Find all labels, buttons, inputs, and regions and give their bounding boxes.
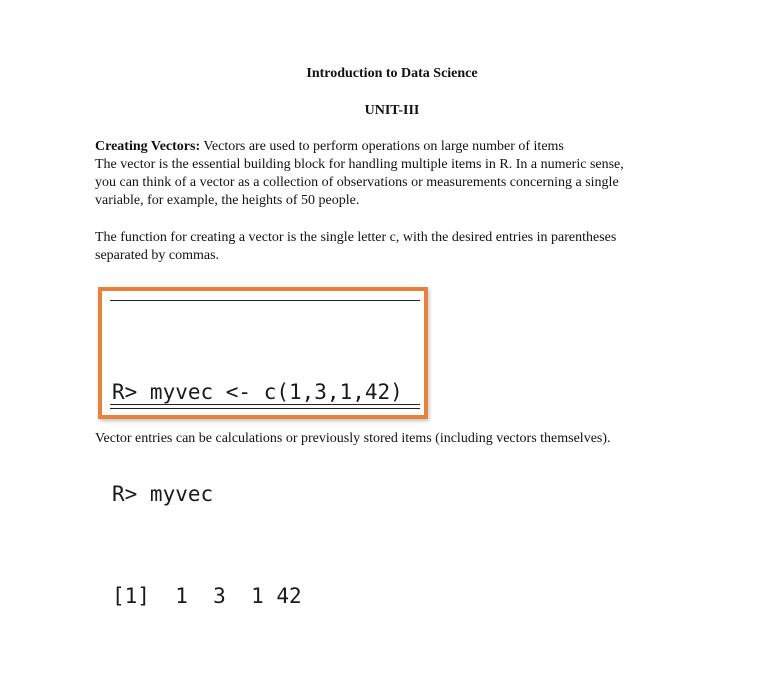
document-title: Introduction to Data Science xyxy=(306,66,478,81)
code-rule-top xyxy=(110,300,420,301)
paragraph-line: The function for creating a vector is the single letter c, with the desired entries in parentheses xyxy=(95,230,617,245)
paragraph-creating-vectors xyxy=(95,138,715,210)
section-heading-text: Vectors are used to perform operations on large number of items xyxy=(200,139,564,154)
paragraph-vector-function xyxy=(95,229,715,265)
paragraph-line: Vector entries can be calculations or previously stored items (including vectors themselves). xyxy=(95,431,611,446)
code-line: R> myvec <- c(1,3,1,42) xyxy=(112,380,403,404)
code-line: R> myvec xyxy=(112,482,214,506)
unit-heading: UNIT-III xyxy=(364,103,420,118)
paragraph-line: The vector is the essential building block for handling multiple items in R. In a numeric sense, xyxy=(95,157,624,172)
code-rule-bottom xyxy=(110,404,420,409)
paragraph-line: you can think of a vector as a collection of observations or measurements concerning a single xyxy=(95,175,619,190)
code-output-line: [1] 1 3 1 42 xyxy=(112,584,302,608)
paragraph-first-line xyxy=(95,138,715,156)
paragraph-line: separated by commas. xyxy=(95,248,220,263)
paragraph-line: variable, for example, the heights of 50 people. xyxy=(95,193,360,208)
code-lines xyxy=(112,307,403,681)
paragraph-vector-entries xyxy=(95,430,715,448)
section-heading: Creating Vectors: xyxy=(95,139,201,154)
